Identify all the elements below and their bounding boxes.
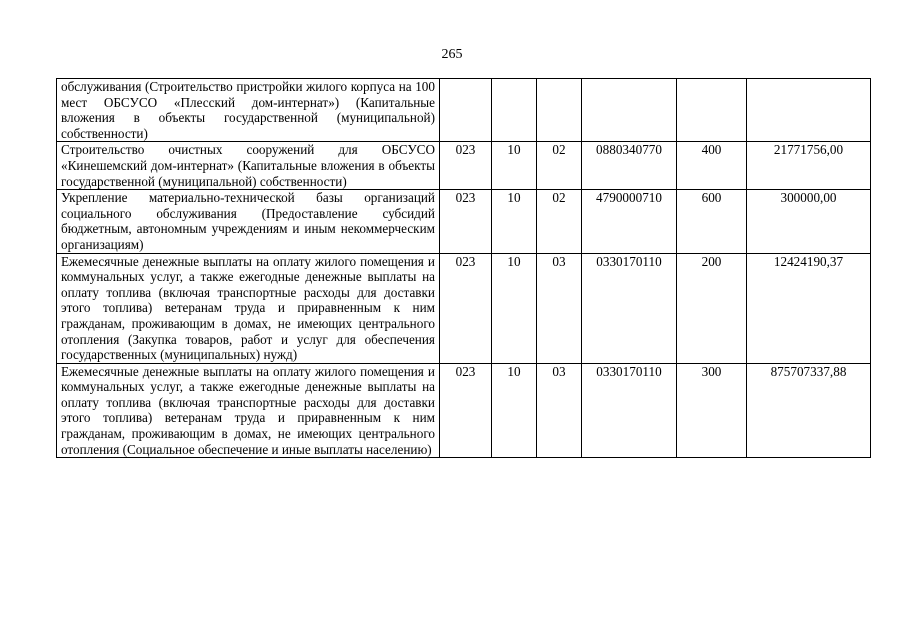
row-subsection-code [537,79,582,142]
row-section-code: 10 [492,253,537,363]
row-amount: 21771756,00 [747,142,871,190]
row-amount: 300000,00 [747,190,871,253]
row-target-code [582,79,677,142]
table-row [57,190,871,253]
row-section-code: 10 [492,190,537,253]
row-subsection-code: 02 [537,190,582,253]
row-section-code: 10 [492,363,537,458]
row-description: Укрепление материально-технической базы организаций социального обслуживания (Предоставление субсидий бюджетным, автономным учреждениям и иным некоммерческим организациям) [57,190,440,253]
row-amount: 875707337,88 [747,363,871,458]
row-admin-code: 023 [440,253,492,363]
row-target-code: 0330170110 [582,253,677,363]
table-row [57,363,871,458]
row-admin-code: 023 [440,142,492,190]
row-subsection-code: 02 [537,142,582,190]
row-amount [747,79,871,142]
table-row [57,79,871,142]
table-row [57,253,871,363]
row-subsection-code: 03 [537,363,582,458]
row-description: Ежемесячные денежные выплаты на оплату жилого помещения и коммунальных услуг, а также ежегодные денежные выплаты на оплату топлива (включая транспортные расходы для доставки этого топлива) ветеранам труда и приравненным к ним гражданам, проживающим в домах, не имеющих центрального отопления (Закупка товаров, работ и услуг для обеспечения государственных (муниципальных) нужд) [57,253,440,363]
row-description: обслуживания (Строительство пристройки жилого корпуса на 100 мест ОБСУСО «Плесский дом-интернат») (Капитальные вложения в объекты государственной (муниципальной) собственности) [57,79,440,142]
row-subsection-code: 03 [537,253,582,363]
row-admin-code: 023 [440,363,492,458]
row-section-code [492,79,537,142]
row-admin-code: 023 [440,190,492,253]
row-admin-code [440,79,492,142]
row-target-code: 4790000710 [582,190,677,253]
row-target-code: 0880340770 [582,142,677,190]
row-description: Ежемесячные денежные выплаты на оплату жилого помещения и коммунальных услуг, а также ежегодные денежные выплаты на оплату топлива (включая транспортные расходы для доставки этого топлива) ветеранам труда и приравненным к ним гражданам, проживающим в домах, не имеющих центрального отопления (Социальное обеспечение и иные выплаты населению) [57,363,440,458]
table-row [57,142,871,190]
row-expense-type-code: 600 [677,190,747,253]
row-expense-type-code: 200 [677,253,747,363]
row-amount: 12424190,37 [747,253,871,363]
row-description: Строительство очистных сооружений для ОБСУСО «Кинешемский дом-интернат» (Капитальные вложения в объекты государственной (муниципальной) собственности) [57,142,440,190]
row-expense-type-code: 300 [677,363,747,458]
row-section-code: 10 [492,142,537,190]
budget-table [56,78,871,458]
page-number: 265 [441,47,463,62]
row-expense-type-code [677,79,747,142]
row-target-code: 0330170110 [582,363,677,458]
row-expense-type-code: 400 [677,142,747,190]
